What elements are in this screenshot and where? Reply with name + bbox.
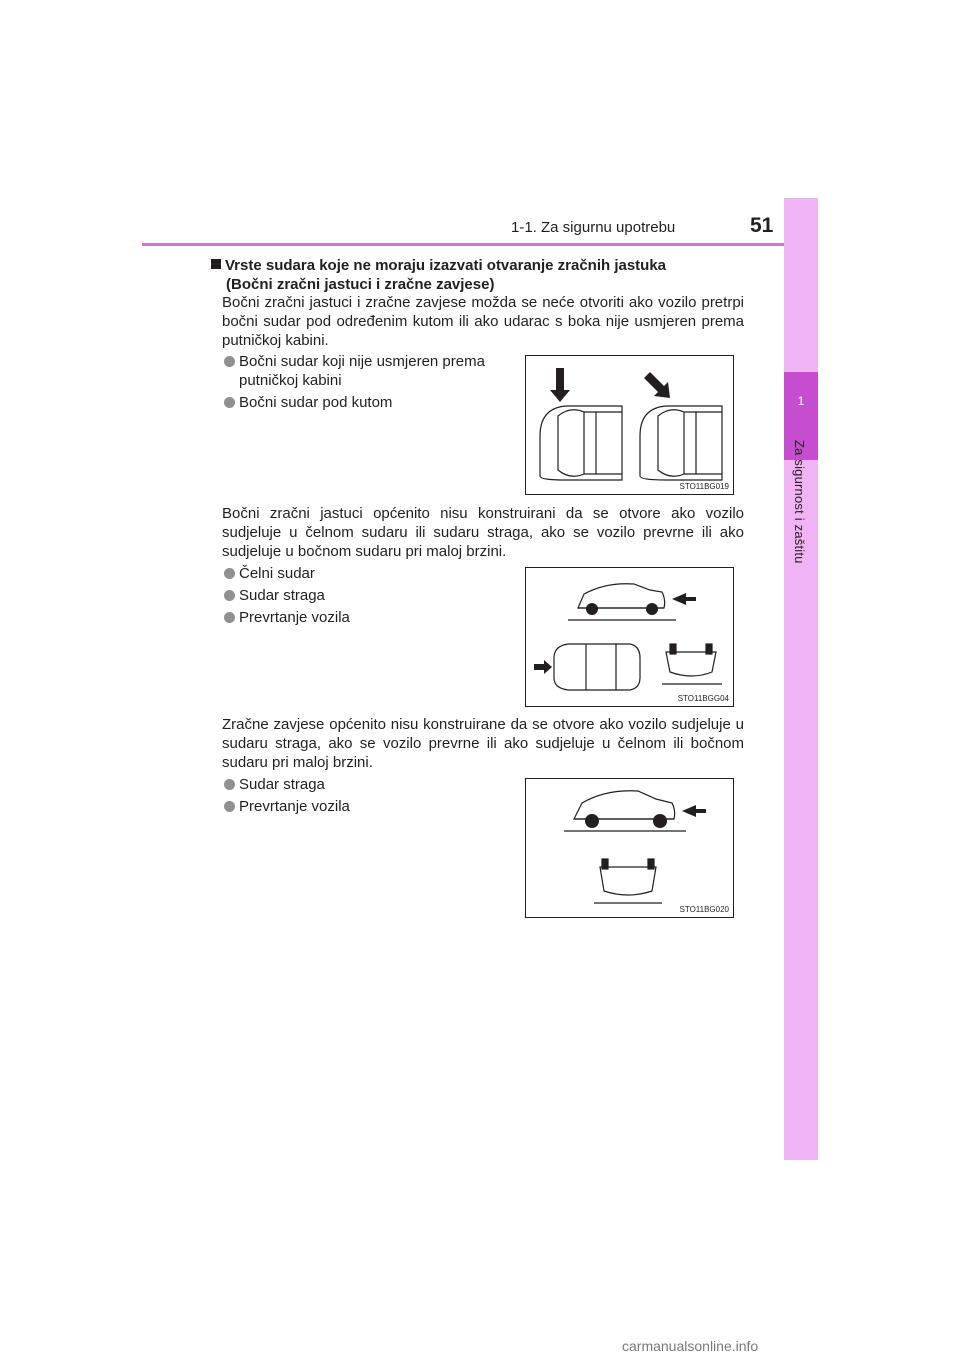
car-side-view-icon bbox=[568, 584, 676, 620]
list-item: Čelni sudar bbox=[224, 564, 315, 583]
impact-arrow-icon bbox=[644, 372, 670, 398]
impact-arrow-icon bbox=[534, 660, 552, 674]
list-item: Bočni sudar koji nije usmjeren prema putničkoj kabini bbox=[224, 352, 510, 390]
impact-arrow-icon bbox=[550, 368, 570, 402]
heading-line-2: (Bočni zračni jastuci i zračne zavjese) bbox=[226, 276, 495, 293]
chapter-number: 1 bbox=[797, 394, 805, 408]
figure-rear-rollover bbox=[525, 778, 734, 918]
bullet-dot-icon bbox=[224, 568, 235, 579]
side-impact-illustration bbox=[526, 356, 733, 494]
figure-code: STO11BGG04 bbox=[677, 694, 729, 703]
chapter-side-tab bbox=[784, 198, 818, 1160]
bullet-dot-icon bbox=[224, 397, 235, 408]
section-heading bbox=[211, 256, 771, 294]
paragraph-1: Bočni zračni jastuci i zračne zavjese možda se neće otvoriti ako vozilo pretrpi bočni sudar pod određenim kutom ili ako udarac s boka nije usmjeren prema putničkoj kabini. bbox=[222, 294, 744, 349]
bullet-dot-icon bbox=[224, 779, 235, 790]
wheel-icon bbox=[653, 814, 667, 828]
figure-code: STO11BG020 bbox=[679, 905, 729, 914]
watermark: carmanualsonline.info bbox=[622, 1338, 759, 1354]
heading-line-1: Vrste sudara koje ne moraju izazvati otvaranje zračnih jastuka bbox=[225, 257, 667, 274]
section-title: 1-1. Za sigurnu upotrebu bbox=[511, 219, 676, 236]
figure-code: STO11BG019 bbox=[679, 482, 729, 491]
list-item: Sudar straga bbox=[224, 775, 325, 794]
paragraph-3: Zračne zavjese općenito nisu konstruirane da se otvore ako vozilo sudjeluje u sudaru straga, ako se vozilo prevrne ili ako sudjeluje u čelnom ili bočnom sudaru pri maloj brzini. bbox=[222, 716, 744, 771]
car-top-view-icon bbox=[640, 406, 722, 480]
wheel-icon bbox=[585, 814, 599, 828]
bullet-dot-icon bbox=[224, 801, 235, 812]
paragraph-2: Bočni zračni jastuci općenito nisu konstruirani da se otvore ako vozilo sudjeluje u čelnom sudaru ili sudaru straga, ako se vozilo prevrne ili ako sudjeluje u bočnom sudaru pri maloj brzini. bbox=[222, 505, 744, 560]
heading-square-icon bbox=[211, 259, 221, 269]
impact-arrow-icon bbox=[682, 805, 706, 817]
car-top-view-icon bbox=[554, 644, 640, 690]
bullet-dot-icon bbox=[224, 612, 235, 623]
wheel-icon bbox=[646, 603, 658, 615]
figure-front-rear-rollover bbox=[525, 567, 734, 707]
car-top-view-icon bbox=[540, 406, 622, 480]
list-item: Sudar straga bbox=[224, 586, 325, 605]
figure-side-impact bbox=[525, 355, 734, 495]
header-rule bbox=[142, 243, 818, 246]
impact-arrow-icon bbox=[672, 593, 696, 605]
wheel-icon bbox=[586, 603, 598, 615]
list-item: Prevrtanje vozila bbox=[224, 608, 350, 627]
list-item: Prevrtanje vozila bbox=[224, 797, 350, 816]
car-side-view-icon bbox=[564, 791, 686, 831]
front-rear-rollover-illustration bbox=[526, 568, 733, 706]
page-number: 51 bbox=[750, 214, 774, 237]
list-item: Bočni sudar pod kutom bbox=[224, 393, 392, 412]
bullet-dot-icon bbox=[224, 356, 235, 367]
car-rollover-icon bbox=[662, 644, 722, 684]
rear-rollover-illustration bbox=[526, 779, 733, 917]
bullet-dot-icon bbox=[224, 590, 235, 601]
chapter-title: Za sigurnost i zaštitu bbox=[792, 440, 807, 564]
car-rollover-icon bbox=[594, 859, 662, 903]
